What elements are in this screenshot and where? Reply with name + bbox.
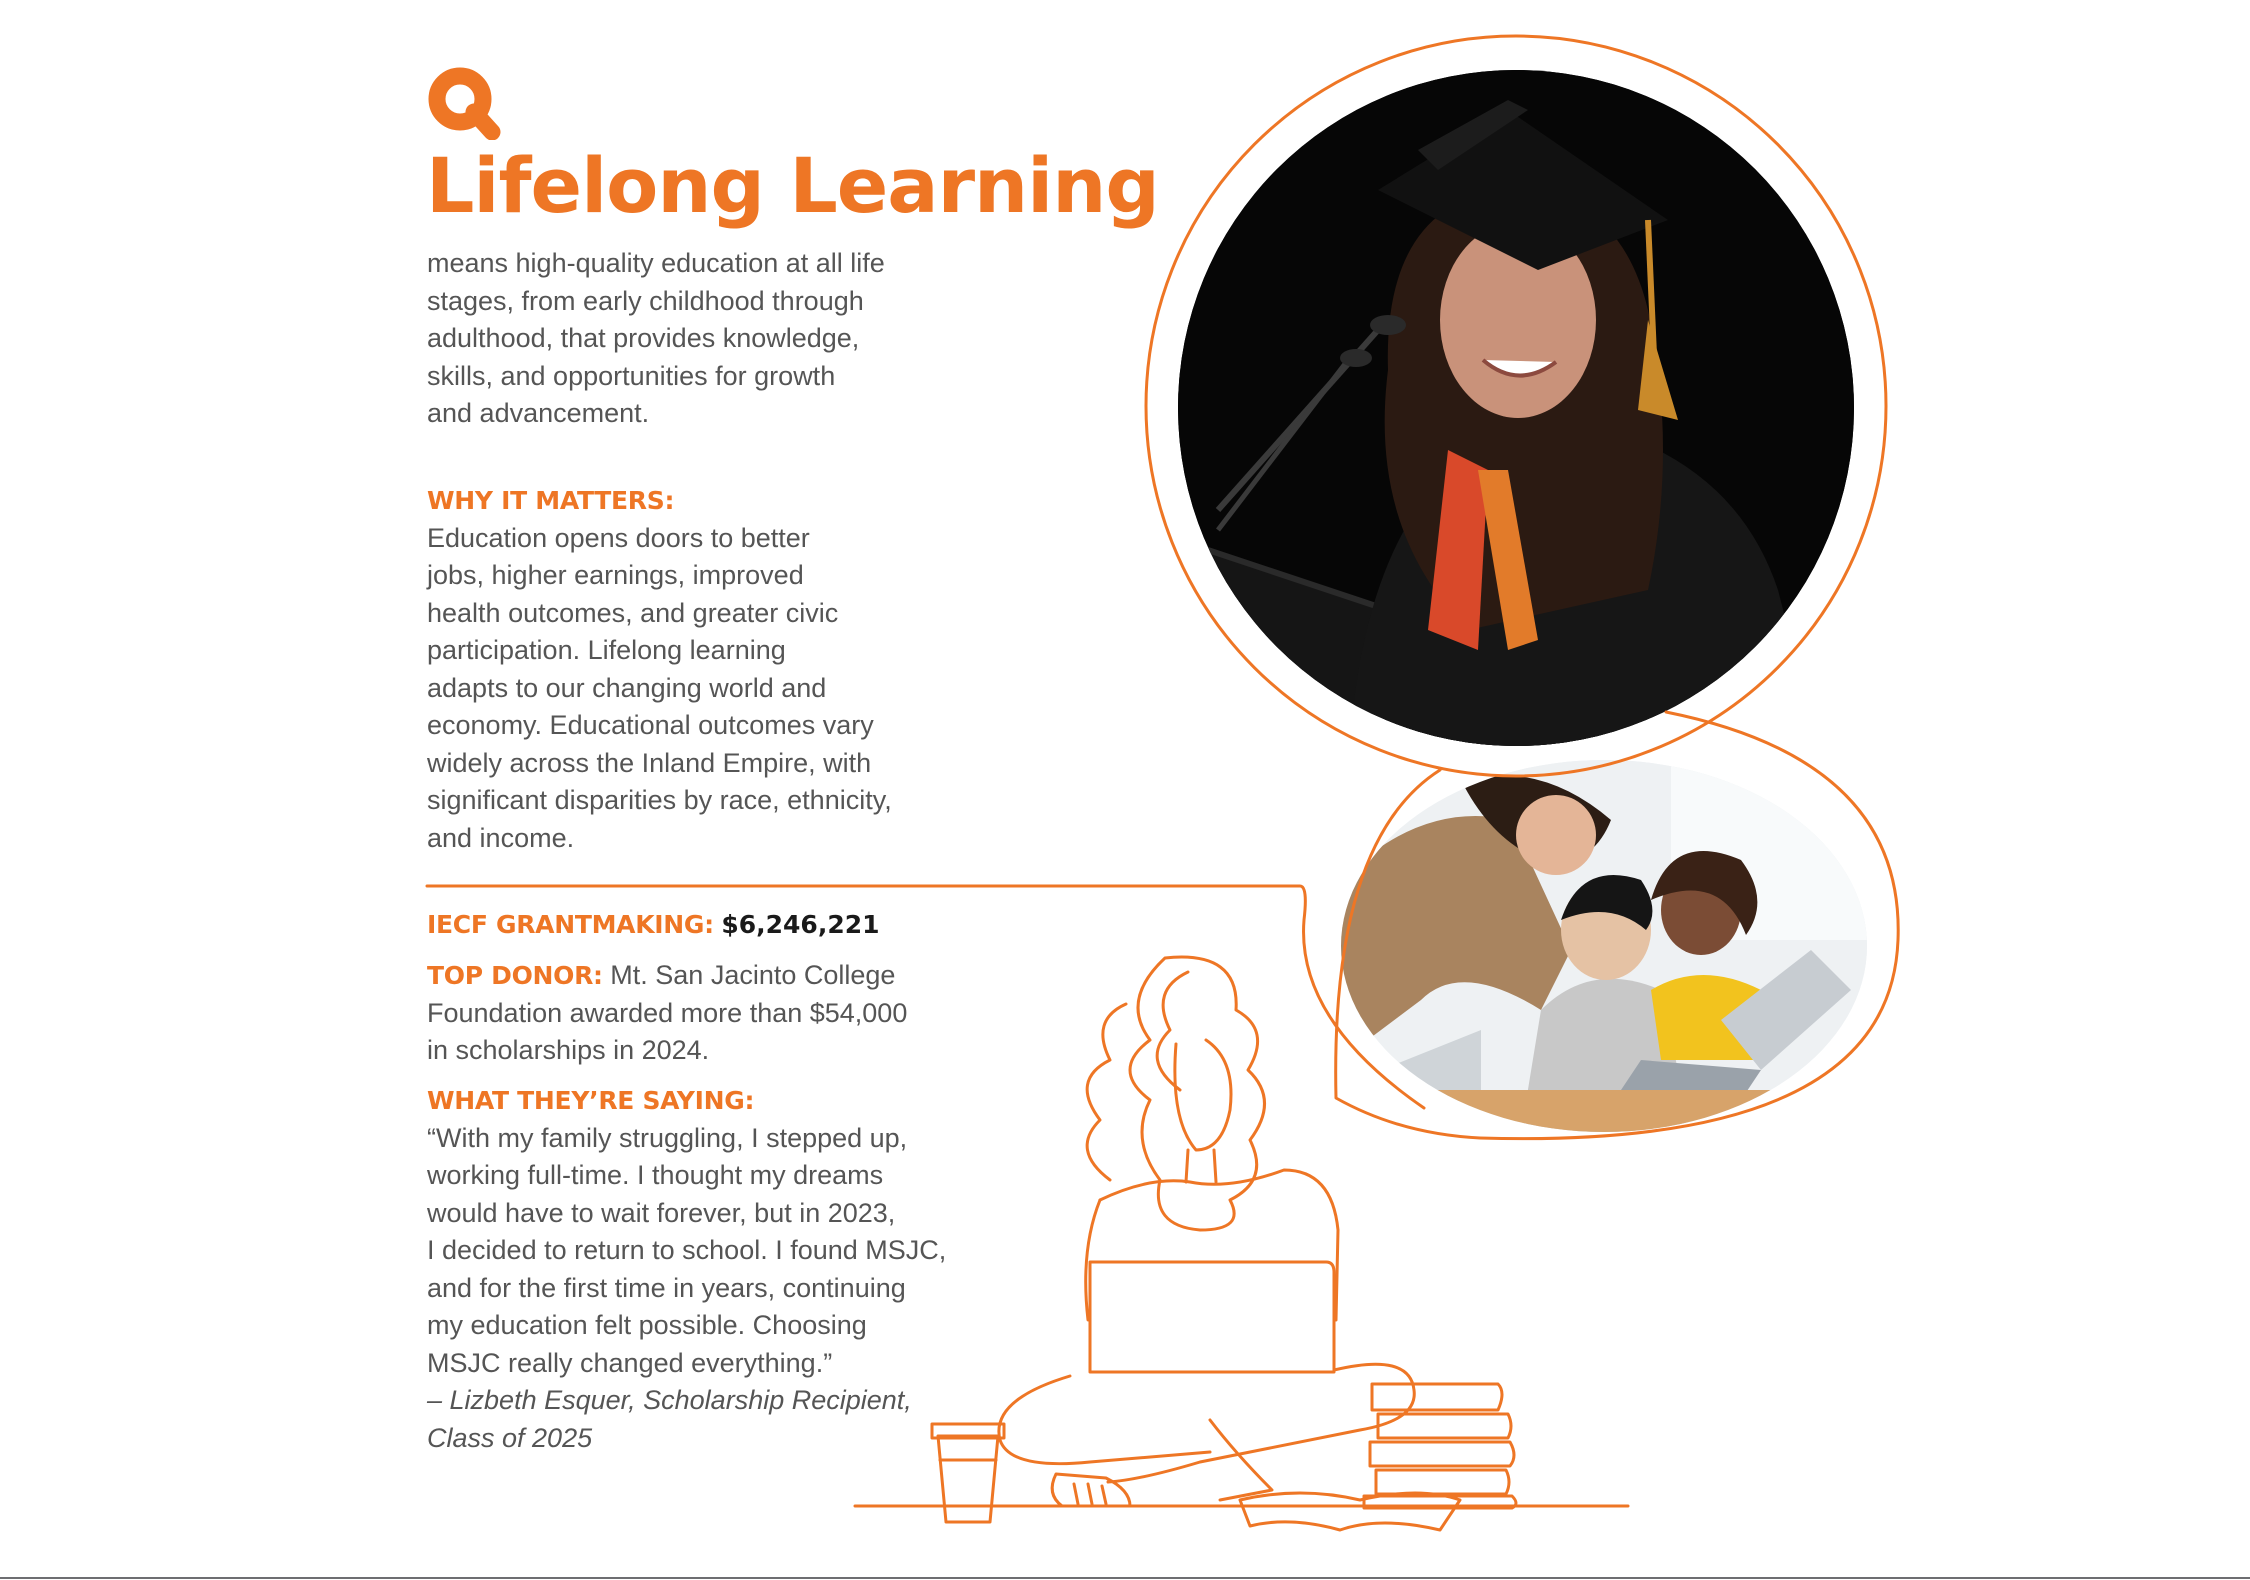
- definition-line: means high-quality education at all life: [427, 248, 885, 278]
- top-donor-line: Foundation awarded more than $54,000: [427, 997, 908, 1028]
- definition-line: stages, from early childhood through: [427, 285, 864, 316]
- why-it-matters-line: widely across the Inland Empire, with: [427, 747, 872, 778]
- quote-line: working full-time. I thought my dreams: [427, 1160, 884, 1190]
- quote-attribution: Class of 2025: [427, 1422, 593, 1453]
- why-it-matters-section: [427, 482, 892, 857]
- quote-line: I decided to return to school. I found MSJC,: [427, 1235, 947, 1265]
- classroom-laptops-photo: [1341, 760, 1867, 1132]
- why-it-matters-line: significant disparities by race, ethnicity,: [427, 785, 892, 815]
- why-it-matters-line: jobs, higher earnings, improved: [427, 560, 804, 590]
- grantmaking-label: IECF GRANTMAKING:: [427, 910, 714, 939]
- why-it-matters-line: and income.: [427, 822, 575, 853]
- why-it-matters-line: health outcomes, and greater civic: [427, 597, 839, 628]
- definition-line: and advancement.: [427, 398, 650, 428]
- testimonial-heading: WHAT THEY’RE SAYING:: [427, 1086, 755, 1115]
- top-donor-section: [427, 957, 907, 1070]
- top-donor-line: in scholarships in 2024.: [427, 1035, 710, 1065]
- quote-line: my education felt possible. Choosing: [427, 1310, 867, 1340]
- testimonial-section: [427, 1082, 946, 1457]
- definition-line: adulthood, that provides knowledge,: [427, 323, 860, 353]
- quote-attribution: – Lizbeth Esquer, Scholarship Recipient,: [427, 1385, 912, 1415]
- page-bottom-rule: [0, 1577, 2250, 1579]
- top-donor-label: TOP DONOR:: [427, 961, 603, 990]
- definition-line: skills, and opportunities for growth: [427, 360, 836, 391]
- graduate-speaking-photo: [1178, 70, 1854, 746]
- why-it-matters-line: economy. Educational outcomes vary: [427, 710, 874, 740]
- page-title: Lifelong Learning: [426, 141, 1159, 230]
- grantmaking-line: [427, 906, 880, 944]
- q-magnifier-icon: [426, 66, 502, 140]
- why-it-matters-line: Education opens doors to better: [427, 522, 810, 553]
- definition-paragraph: [427, 245, 885, 433]
- top-donor-line: Mt. San Jacinto College: [610, 960, 896, 990]
- why-it-matters-line: adapts to our changing world and: [427, 672, 827, 703]
- why-it-matters-heading: WHY IT MATTERS:: [427, 486, 675, 515]
- grantmaking-amount: $6,246,221: [721, 910, 880, 939]
- quote-line: and for the first time in years, continuing: [427, 1272, 906, 1303]
- quote-line: MSJC really changed everything.”: [427, 1347, 833, 1378]
- quote-line: would have to wait forever, but in 2023,: [427, 1197, 896, 1228]
- why-it-matters-line: participation. Lifelong learning: [427, 635, 786, 665]
- quote-line: “With my family struggling, I stepped up,: [427, 1122, 908, 1153]
